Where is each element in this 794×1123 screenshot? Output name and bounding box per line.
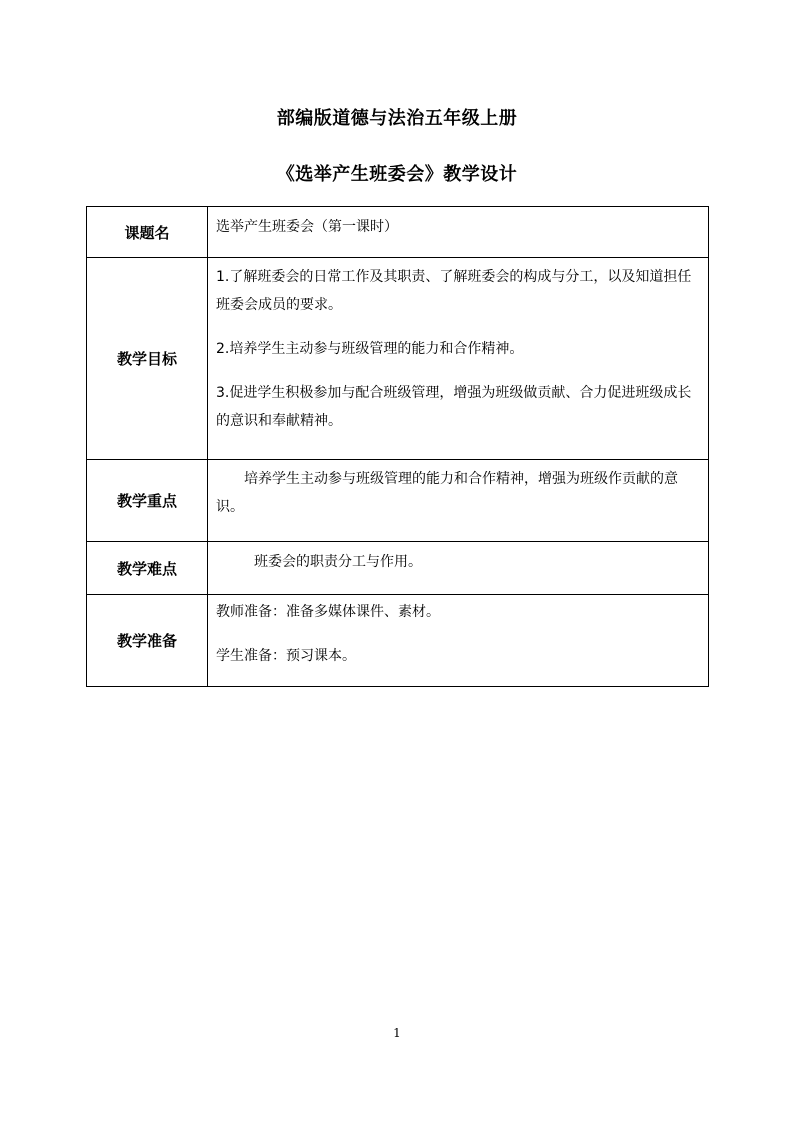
preparation-item-student: 学生准备：预习课本。 xyxy=(216,648,356,664)
goals-label: 教学目标 xyxy=(87,258,208,460)
topic-value xyxy=(208,207,709,258)
preparation-label: 教学准备 xyxy=(87,595,208,687)
lesson-plan-table xyxy=(86,206,709,687)
table-row-topic xyxy=(87,207,709,258)
page-number: 1 xyxy=(393,1026,401,1040)
topic-label: 课题名 xyxy=(87,207,208,258)
goal-item-1: 1.了解班委会的日常工作及其职责、了解班委会的构成与分工，以及知道担任班委会成员的要求。 xyxy=(216,269,692,313)
table-row-difficulties xyxy=(87,542,709,595)
key-points-label: 教学重点 xyxy=(87,460,208,542)
difficulties-label: 教学难点 xyxy=(87,542,208,595)
preparation-item-teacher: 教师准备：准备多媒体课件、素材。 xyxy=(216,604,440,620)
document-subtitle: 《选举产生班委会》教学设计 xyxy=(276,164,518,185)
difficulties-value xyxy=(208,542,709,595)
document-title: 部编版道德与法治五年级上册 xyxy=(276,108,518,129)
key-points-text: 培养学生主动参与班级管理的能力和合作精神，增强为班级作贡献的意识。 xyxy=(216,471,678,515)
goal-item-2: 2.培养学生主动参与班级管理的能力和合作精神。 xyxy=(216,341,524,357)
key-points-value xyxy=(208,460,709,542)
table-row-goals xyxy=(87,258,709,460)
difficulties-text: 班委会的职责分工与作用。 xyxy=(254,554,422,570)
topic-text: 选举产生班委会（第一课时） xyxy=(216,219,398,235)
goals-value xyxy=(208,258,709,460)
table-row-key-points xyxy=(87,460,709,542)
preparation-value xyxy=(208,595,709,687)
goal-item-3: 3.促进学生积极参加与配合班级管理，增强为班级做贡献、合力促进班级成长的意识和奉献精神。 xyxy=(216,385,692,429)
table-row-preparation xyxy=(87,595,709,687)
